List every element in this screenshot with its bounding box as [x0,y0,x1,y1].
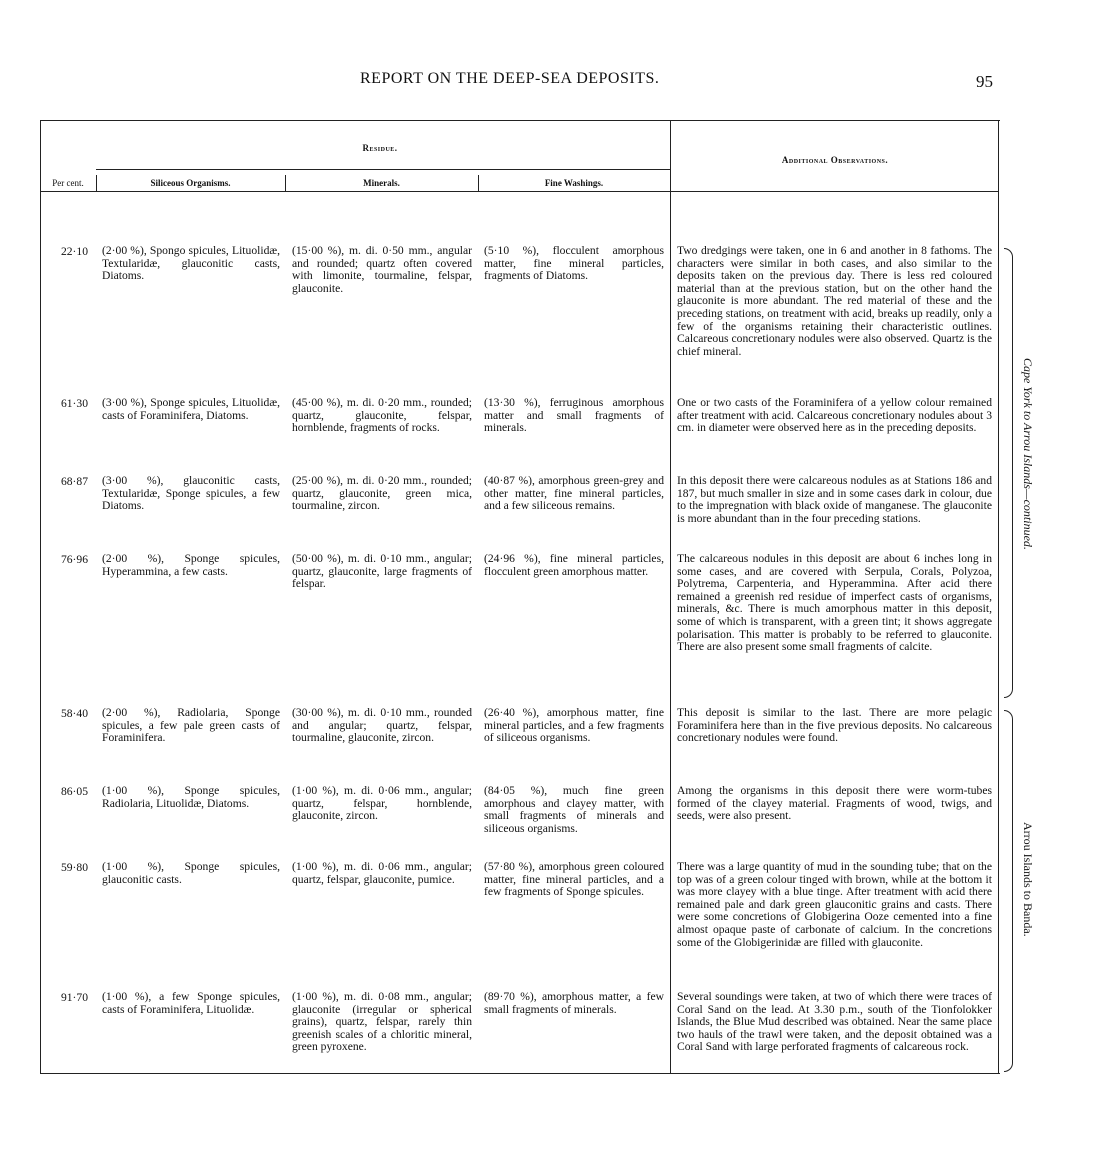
minerals-cell: (25·00 %), m. di. 0·20 mm., rounded; quartz, glauconite, green mica, tourmaline, zircon. [292,474,472,513]
observations-cell: This deposit is similar to the last. There are more pelagic Foraminifera here than in the five previous deposits. No calcareous concretionary nodules were found. [677,706,992,745]
washings-cell: (13·30 %), ferruginous amorphous matter and small fragments of minerals. [484,396,664,435]
minerals-cell: (1·00 %), m. di. 0·08 mm., angular; glauconite (irregular or spherical grains), quartz, felspar, rarely thin greenish scales of a chloritic mineral, green pyroxene. [292,990,472,1054]
table-rule [40,191,998,192]
percent-cell: 86·05 [60,785,88,798]
minerals-cell: (50·00 %), m. di. 0·10 mm., angular; quartz, glauconite, large fragments of felspar. [292,552,472,591]
table-rule [96,169,670,170]
table-rule [40,121,41,1073]
washings-cell: (84·05 %), much fine green amorphous and clayey matter, with small fragments of minerals and siliceous organisms. [484,784,664,835]
minerals-cell: (1·00 %), m. di. 0·06 mm., angular; quartz, felspar, glauconite, pumice. [292,860,472,886]
percent-cell: 61·30 [60,397,88,410]
upper-side-label: Cape York to Arrou Islands—continued. [1021,358,1035,550]
washings-cell: (26·40 %), amorphous matter, fine mineral particles, and a few fragments of siliceous organisms. [484,706,664,745]
observations-cell: In this deposit there were calcareous nodules as at Stations 186 and 187, but much smaller in size and in some cases dark in colour, due to the impregnation with black oxide of manganese. The glauconite is more abundant than in the four preceding stations. [677,474,992,525]
siliceous-header: Siliceous Organisms. [150,178,231,188]
siliceous-cell: (3·00 %), glauconitic casts, Textularidæ, Sponge spicules, a few Diatoms. [102,474,280,513]
minerals-cell: (15·00 %), m. di. 0·50 mm., angular and rounded; quartz often covered with limonite, tourmaline, felspar, glauconite. [292,244,472,295]
washings-cell: (40·87 %), amorphous green-grey and other matter, fine mineral particles, and a few siliceous remains. [484,474,664,513]
percent-cell: 59·80 [60,861,88,874]
lower-brace [1004,710,1013,1072]
percent-cell: 68·87 [60,475,88,488]
deposits-table [40,120,1000,1074]
siliceous-cell: (3·00 %), Sponge spicules, Lituolidæ, casts of Foraminifera, Diatoms. [102,396,280,422]
lower-side-label: Arrou Islands to Banda. [1021,822,1035,937]
upper-brace [1004,248,1013,698]
minerals-cell: (45·00 %), m. di. 0·20 mm., rounded; quartz, glauconite, felspar, hornblende, fragments of rocks. [292,396,472,435]
page-number: 95 [976,72,993,91]
observations-cell: Among the organisms in this deposit there were worm-tubes formed of the clayey material. Fragments of wood, twigs, and seeds, were also present. [677,784,992,823]
siliceous-cell: (1·00 %), a few Sponge spicules, casts of Foraminifera, Lituolidæ. [102,990,280,1016]
observations-cell: Two dredgings were taken, one in 6 and another in 8 fathoms. The characters were similar in both cases, and also similar to the deposits taken on the previous day. There is less red coloured material than at the previous station, but on the other hand the glauconite is more abundant. The red material of these and the preceding stations, on treatment with acid, breaks up readily, only a few of the organisms retaining their characteristic outlines. Calcareous concretionary nodules were also observed. Quartz is the chief mineral. [677,244,992,358]
observations-cell: There was a large quantity of mud in the sounding tube; that on the top was of a green colour tinged with brown, while at the bottom it was more clayey with a blue tinge. After treatment with acid there remained pale and dark green glauconitic grains and casts. There were some concretions of Globigerina Ooze cemented into a fine almost opaque paste of carbonate of calcium. In the concretions some of the Globigerinidæ are filled with glauconite. [677,860,992,949]
percent-header: Per cent. [52,178,84,188]
table-rule [670,121,671,1073]
percent-cell: 22·10 [60,245,88,258]
residue-header: Residue. [362,143,398,153]
observations-cell: One or two casts of the Foraminifera of a yellow colour remained after treatment with acid. Calcareous concretionary nodules about 3 cm. in diameter were observed here as in the preceding deposits. [677,396,992,435]
siliceous-cell: (2·00 %), Radiolaria, Sponge spicules, a few pale green casts of Foraminifera. [102,706,280,745]
washings-header: Fine Washings. [544,178,604,188]
siliceous-cell: (1·00 %), Sponge spicules, glauconitic casts. [102,860,280,886]
siliceous-cell: (1·00 %), Sponge spicules, Radiolaria, Lituolidæ, Diatoms. [102,784,280,810]
minerals-cell: (30·00 %), m. di. 0·10 mm., rounded and angular; quartz, felspar, tourmaline, glauconite, zircon. [292,706,472,745]
minerals-header: Minerals. [363,178,400,188]
washings-cell: (24·96 %), fine mineral particles, flocculent green amorphous matter. [484,552,664,578]
siliceous-cell: (2·00 %), Spongo spicules, Lituolidæ, Textularidæ, glauconitic casts, Diatoms. [102,244,280,283]
observations-cell: Several soundings were taken, at two of which there were traces of Coral Sand on the lead. At 3.30 p.m., south of the Tionfolokker Islands, the Blue Mud described was obtained. Near the same place two hauls of the trawl were taken, and the deposit obtained was a Coral Sand with large perforated fragments of calcareous rock. [677,990,992,1054]
observations-cell: The calcareous nodules in this deposit are about 6 inches long in some cases, and are covered with Serpula, Corals, Polyzoa, Polytrema, Carpenteria, and Hyperammina. After acid there remained a greenish red residue of imperfect casts of organisms, minerals, &c. There is much amorphous matter in this deposit, some of which is transparent, with a green tint; it shows aggregate polarisation. This matter is probably to be referred to glauconite. There are also present some small fragments of calcite. [677,552,992,654]
table-rule [998,121,999,1073]
minerals-cell: (1·00 %), m. di. 0·06 mm., angular; quartz, felspar, hornblende, glauconite, zircon. [292,784,472,823]
washings-cell: (5·10 %), flocculent amorphous matter, fine mineral particles, fragments of Diatoms. [484,244,664,283]
percent-cell: 76·96 [60,553,88,566]
washings-cell: (89·70 %), amorphous matter, a few small fragments of minerals. [484,990,664,1016]
washings-cell: (57·80 %), amorphous green coloured matter, fine mineral particles, and a few fragments of Sponge spicules. [484,860,664,899]
percent-cell: 58·40 [60,707,88,720]
page-title: REPORT ON THE DEEP-SEA DEPOSITS. [360,70,660,87]
observations-header: Additional Observations. [781,155,889,165]
percent-cell: 91·70 [60,991,88,1004]
siliceous-cell: (2·00 %), Sponge spicules, Hyperammina, a few casts. [102,552,280,578]
